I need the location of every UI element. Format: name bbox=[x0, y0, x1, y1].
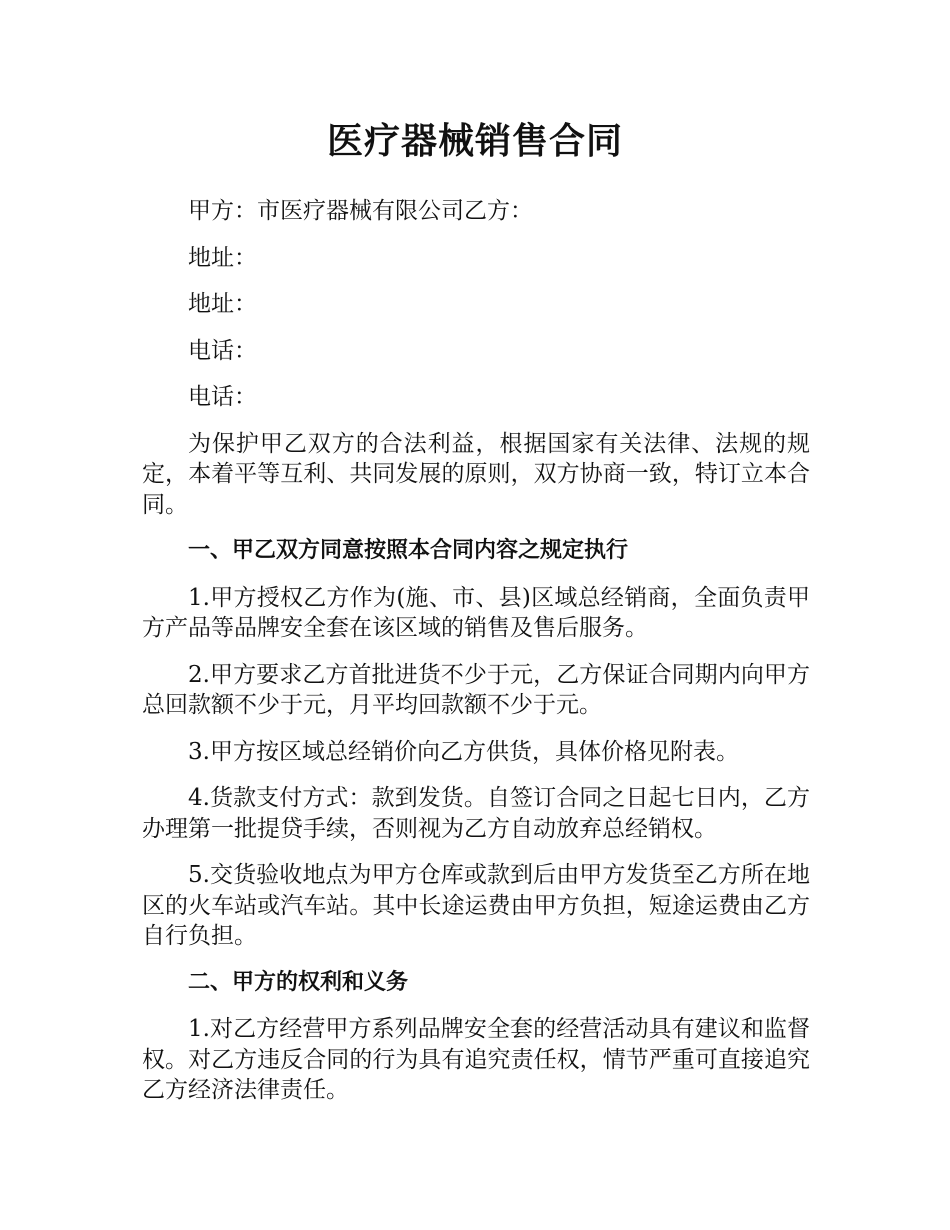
paragraph: 1.甲方授权乙方作为(施、市、县)区域总经销商，全面负责甲方产品等品牌安全套在该区域的销售及售后服务。 bbox=[142, 584, 810, 641]
paragraph: 1.对乙方经营甲方系列品牌安全套的经营活动具有建议和监督权。对乙方违反合同的行为具有追究责任权，情节严重可直接追究乙方经济法律责任。 bbox=[142, 1016, 810, 1103]
paragraph: 甲方：市医疗器械有限公司乙方： bbox=[188, 198, 533, 224]
paragraph: 2.甲方要求乙方首批进货不少于元，乙方保证合同期内向甲方总回款额不少于元，月平均回款额不少于元。 bbox=[142, 661, 810, 718]
paragraph: 电话： bbox=[188, 384, 257, 410]
document-title: 医疗器械销售合同 bbox=[326, 121, 623, 162]
paragraph: 地址： bbox=[188, 291, 257, 317]
section-heading: 二、甲方的权利和义务 bbox=[188, 969, 409, 995]
paragraph: 3.甲方按区域总经销价向乙方供货，具体价格见附表。 bbox=[188, 738, 739, 765]
document-body bbox=[142, 196, 810, 1122]
paragraph: 为保护甲乙双方的合法利益，根据国家有关法律、法规的规定，本着平等互利、共同发展的原则，双方协商一致，特订立本合同。 bbox=[142, 430, 810, 518]
paragraph: 地址： bbox=[188, 244, 257, 271]
paragraph: 电话： bbox=[188, 337, 257, 364]
paragraph: 4.货款支付方式：款到发货。自签订合同之日起七日内，乙方办理第一批提贷手续，否则视为乙方自动放弃总经销权。 bbox=[142, 785, 810, 842]
section-heading: 一、甲乙双方同意按照本合同内容之规定执行 bbox=[188, 538, 629, 563]
paragraph: 5.交货验收地点为甲方仓库或款到后由甲方发货至乙方所在地区的火车站或汽车站。其中长途运费由甲方负担，短途运费由乙方自行负担。 bbox=[142, 862, 810, 949]
